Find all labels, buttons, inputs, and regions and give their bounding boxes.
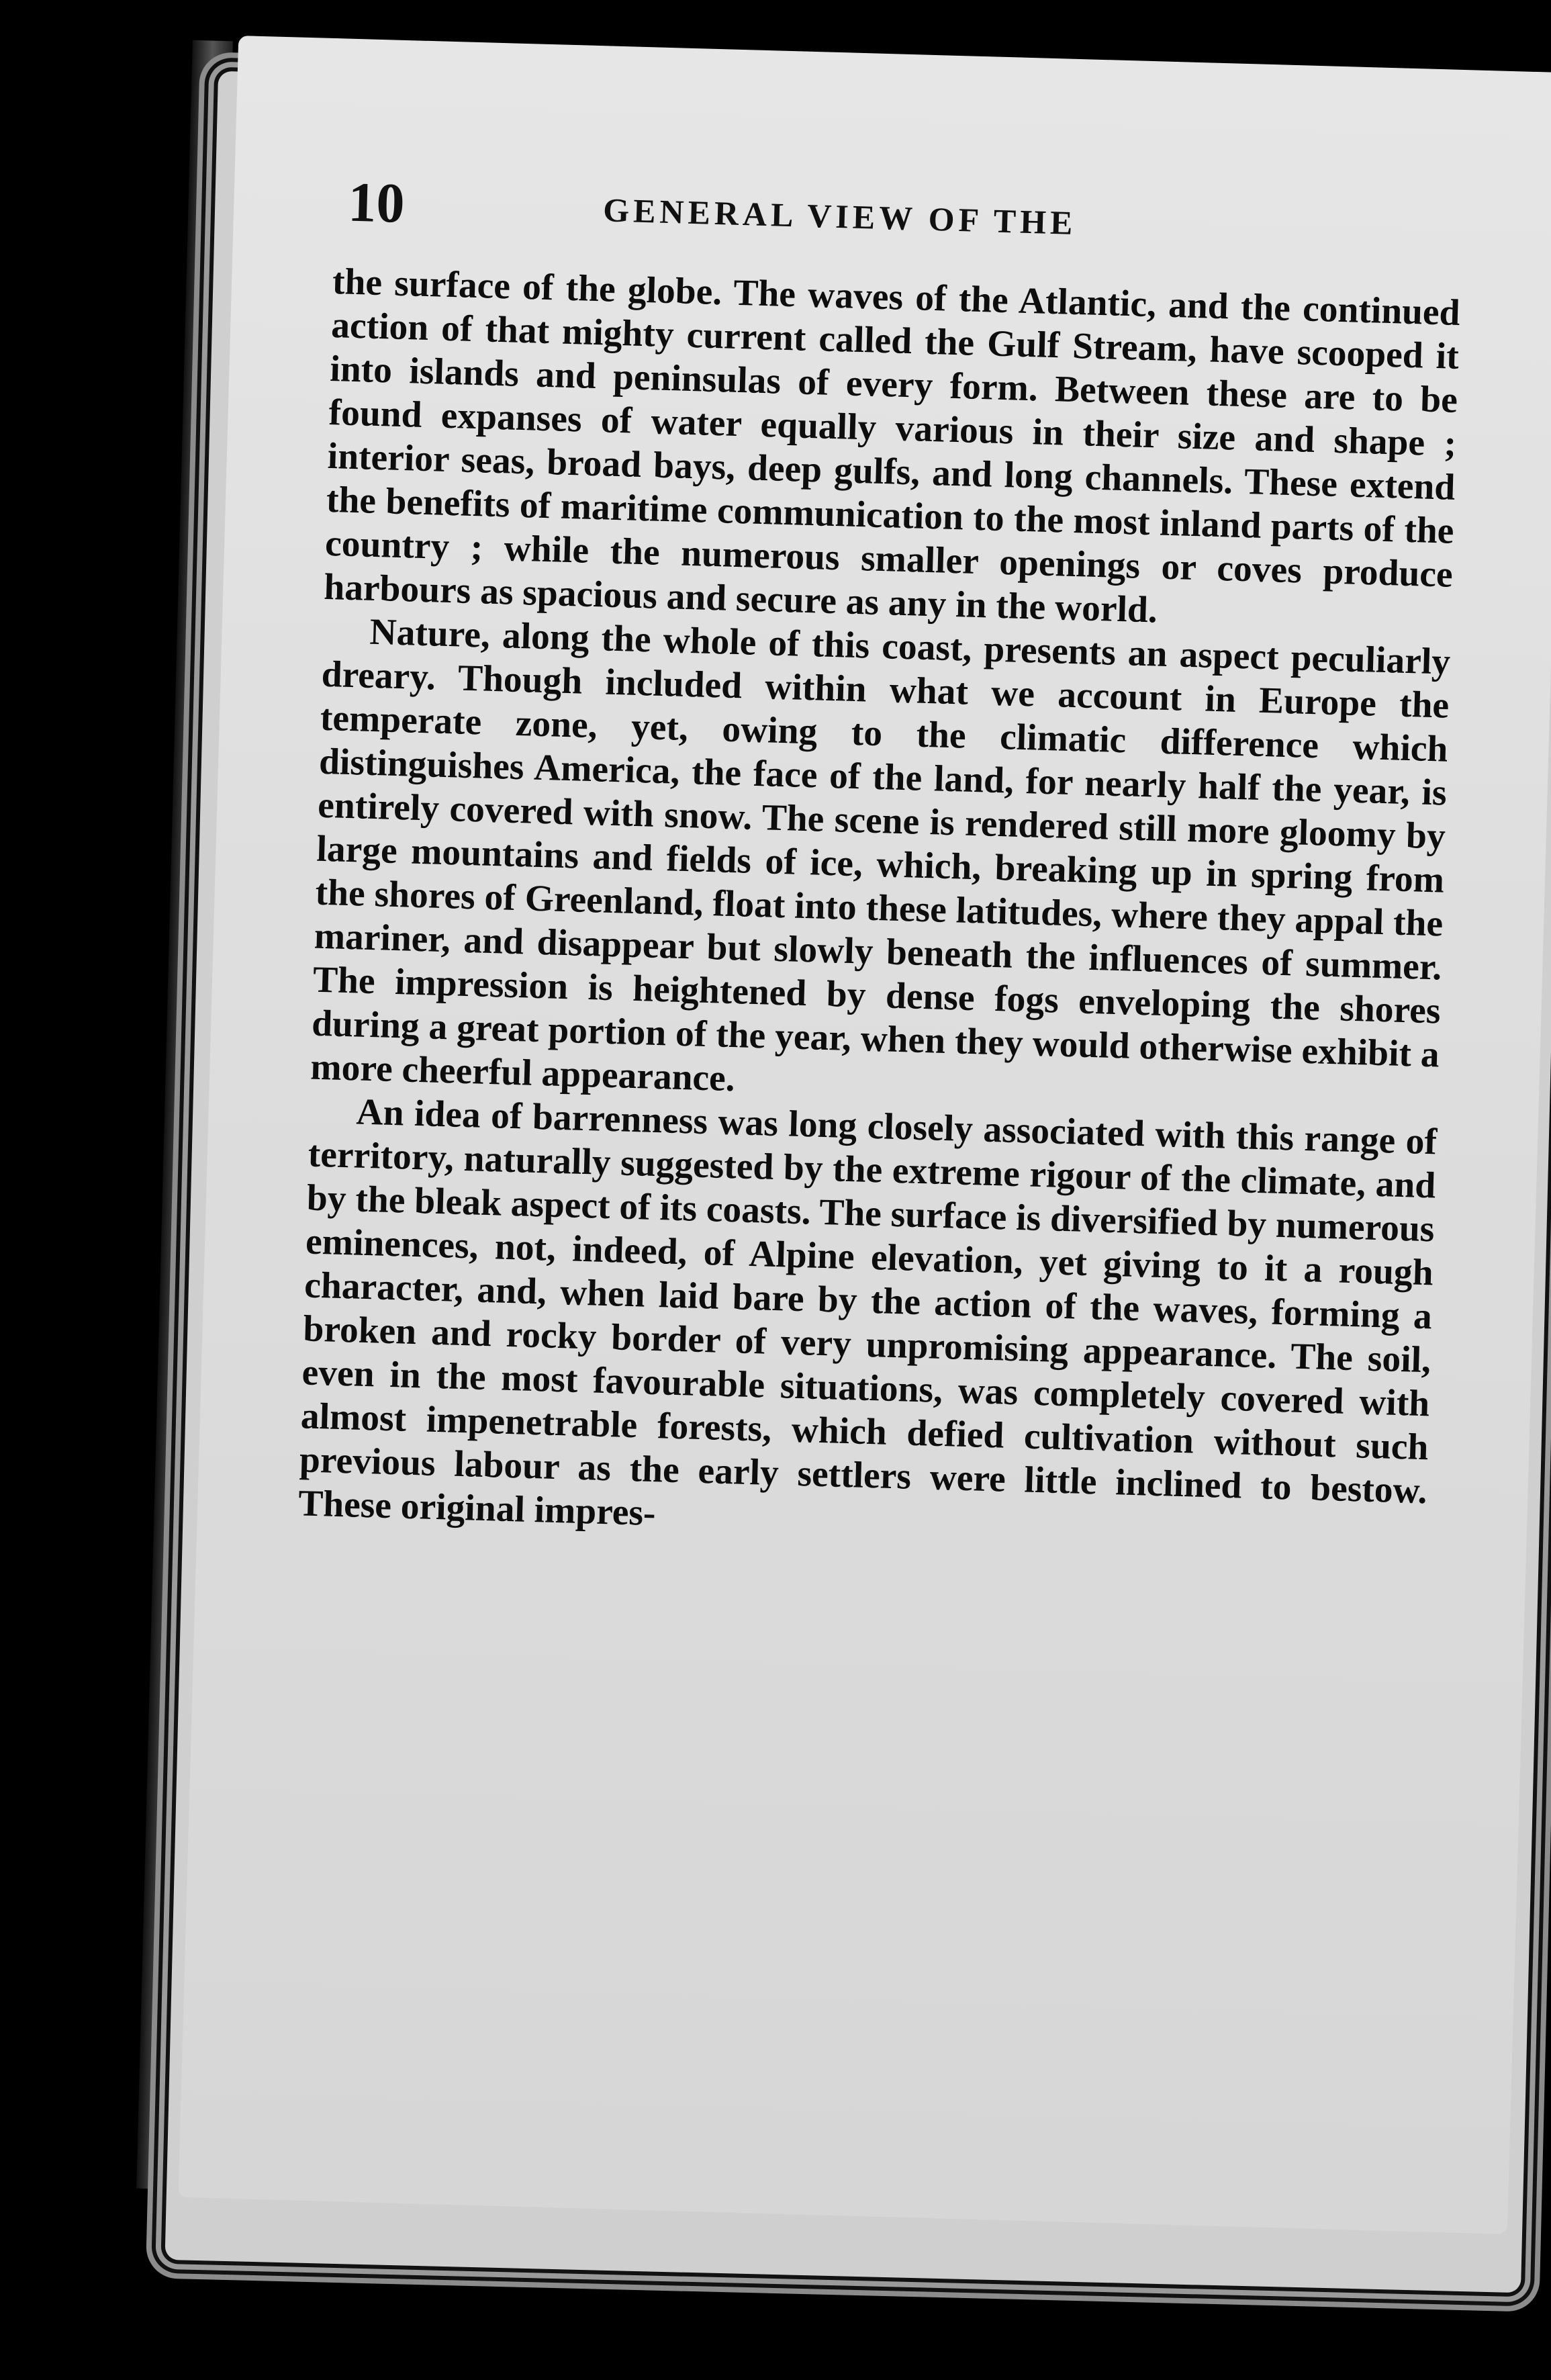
paragraph-3: An idea of barrenness was long closely associated with this range of territory, naturally suggested by the extreme rigour of the climate, and by the bleak aspect of its coasts. The surface is diversified by numerous eminences, not, indeed, of Alpine elevation, yet giving to it a rough character, and, when laid bare by the action of the waves, forming a broken and rocky border of very unpromising appearance. The soil, even in the most favourable situations, was completely covered with almost impenetrable forests, which defied cultivation without such previous labour as the early settlers were little inclined to bestow. These original impres-	[297, 1091, 1438, 1535]
book-scan-background	[81, 13, 1497, 2297]
page-header	[347, 170, 1450, 275]
running-head: GENERAL VIEW OF THE	[602, 191, 1078, 242]
page-number: 10	[347, 171, 406, 235]
body-text	[297, 260, 1460, 1557]
book-page	[178, 36, 1551, 2234]
paragraph-1: the surface of the globe. The waves of the Atlantic, and the continued action of that mighty current called the Gulf Stream, have scooped it into islands and peninsulas of every form. Between these are to be found expanses of water equally various in their size and shape ; interior seas, broad bays, deep gulfs, and long channels. These extend the benefits of maritime communication to the most inland parts of the country ; while the numerous smaller openings or coves produce harbours as spacious and secure as any in the world.	[323, 261, 1461, 631]
paragraph-2: Nature, along the whole of this coast, presents an aspect peculiarly dreary. Though included within what we account in Europe the temperate zone, yet, owing to the climatic difference which distinguishes America, the face of the land, for nearly half the year, is entirely covered with snow. The scene is rendered still more gloomy by large mountains and fields of ice, which, breaking up in spring from the shores of Greenland, float into these latitudes, where they appal the mariner, and disappear but slowly beneath the influences of summer. The impression is heightened by dense fogs enveloping the shores during a great portion of the year, when they would otherwise exhibit a more cheerful appearance.	[310, 611, 1451, 1100]
